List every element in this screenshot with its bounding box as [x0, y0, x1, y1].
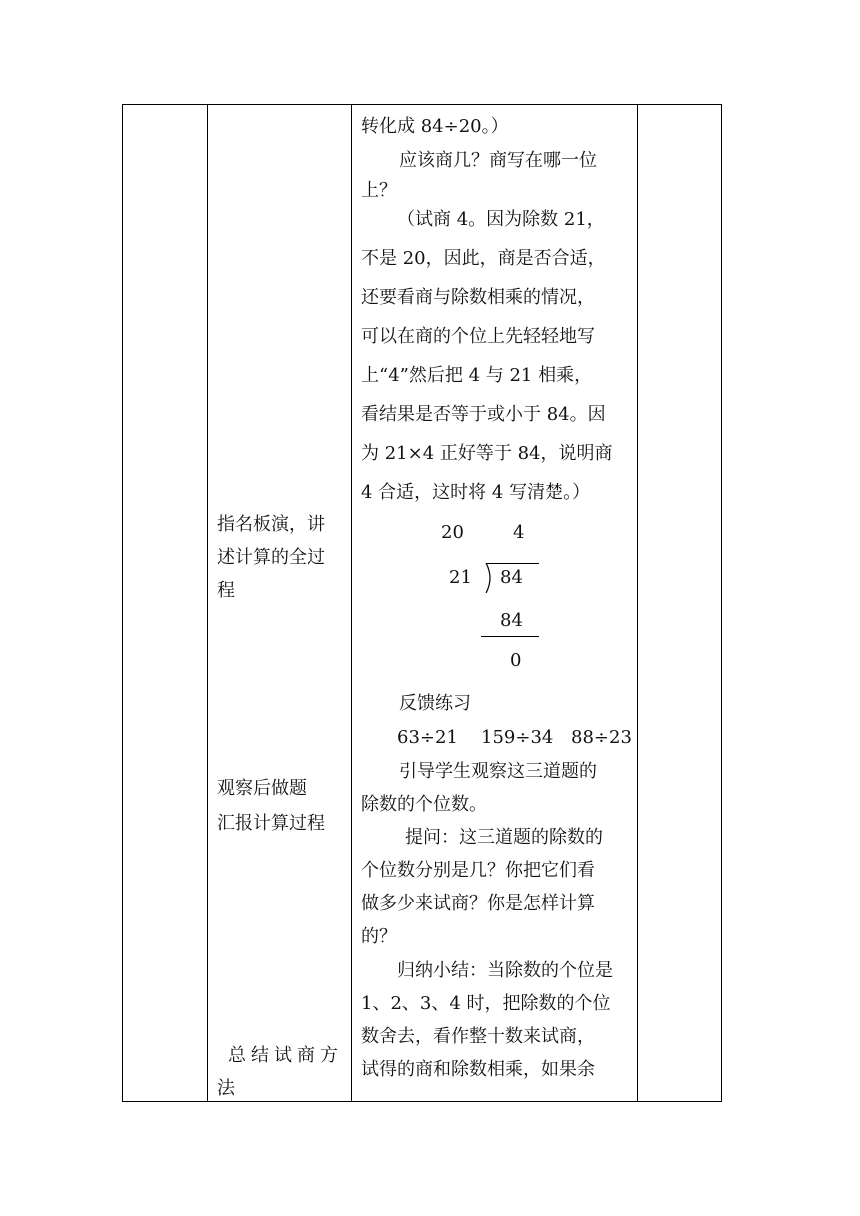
- division-divisor: 21: [449, 567, 472, 588]
- content-line: 上“4”然后把 4 与 21 相乘，: [361, 365, 593, 386]
- content-line: 不是 20，因此，商是否合适，: [361, 248, 606, 269]
- student-activity-line: 述计算的全过: [217, 547, 325, 568]
- content-line: 试得的商和除数相乘，如果余: [361, 1059, 595, 1080]
- table-divider-2: [351, 104, 352, 1102]
- student-activity-line: 指名板演，讲: [217, 514, 325, 535]
- content-line: 可以在商的个位上先轻轻地写: [361, 326, 595, 347]
- division-subtraction-line: [481, 636, 539, 637]
- content-line: 数舍去，看作整十数来试商，: [361, 1026, 595, 1047]
- exercise-1: 63÷21: [397, 727, 458, 748]
- exercise-3: 88÷23: [571, 727, 632, 748]
- table-border-left: [122, 104, 123, 1102]
- content-line: 看结果是否等于或小于 84。因: [361, 404, 606, 425]
- content-line: 还要看商与除数相乘的情况，: [361, 287, 595, 308]
- content-line: 提问：这三道题的除数的: [405, 827, 603, 848]
- table-bottom-border: [122, 1101, 722, 1102]
- division-bracket: [482, 563, 496, 593]
- content-line: 做多少来试商？你是怎样计算: [361, 893, 595, 914]
- feedback-title: 反馈练习: [399, 693, 471, 714]
- content-line: 的？: [361, 926, 397, 947]
- student-activity-line: 程: [217, 580, 235, 601]
- content-line: 为 21×4 正好等于 84，说明商: [361, 443, 613, 464]
- content-line: 除数的个位数。: [361, 794, 487, 815]
- content-line: 归纳小结：当除数的个位是: [397, 960, 613, 981]
- content-line: 转化成 84÷20。）: [361, 116, 509, 137]
- table-divider-1: [207, 104, 208, 1102]
- student-activity-line: 法: [217, 1078, 235, 1099]
- student-activity-line: 汇报计算过程: [217, 813, 325, 834]
- table-border-right: [721, 104, 722, 1102]
- division-dividend: 84: [500, 567, 523, 588]
- content-line: 个位数分别是几？你把它们看: [361, 860, 595, 881]
- division-quotient: 4: [513, 522, 525, 543]
- content-line: 应该商几？商写在哪一位: [399, 150, 597, 171]
- content-line: （试商 4。因为除数 21，: [397, 209, 605, 230]
- content-line: 上？: [361, 180, 397, 201]
- table-divider-3: [637, 104, 638, 1102]
- student-activity-line: 观察后做题: [217, 778, 307, 799]
- table-top-border: [122, 104, 722, 105]
- content-line: 引导学生观察这三道题的: [399, 761, 597, 782]
- division-estimate: 20: [441, 522, 464, 543]
- content-line: 4 合适，这时将 4 写清楚。）: [361, 482, 591, 503]
- exercise-2: 159÷34: [481, 727, 554, 748]
- student-activity-line: 总结试商方: [228, 1045, 343, 1066]
- division-product: 84: [500, 610, 523, 631]
- division-remainder: 0: [510, 650, 522, 671]
- content-line: 1、2、3、4 时，把除数的个位: [361, 993, 611, 1014]
